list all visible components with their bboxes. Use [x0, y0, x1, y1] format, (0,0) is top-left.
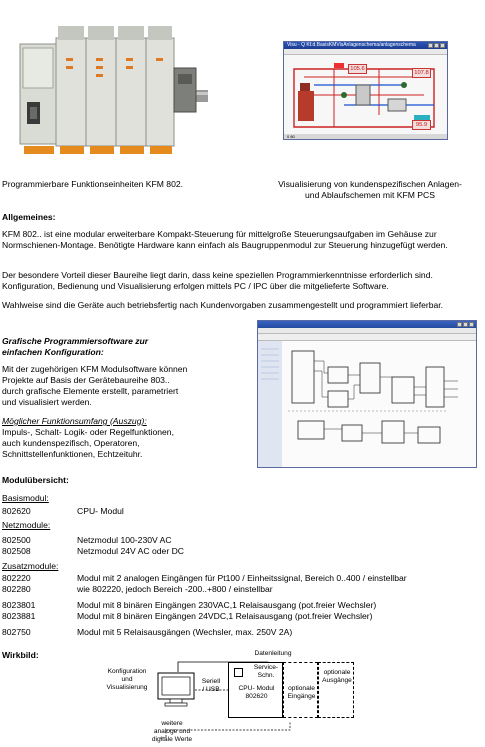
wirkbild-diagram [100, 650, 360, 747]
module-code: 802508 [2, 546, 31, 556]
logic-editor-canvas [258, 341, 476, 468]
module-description: CPU- Modul [77, 506, 124, 516]
scada-title: Visu - Q Kf.d.BasisKMVisAnlagenschema/anlagenschema [287, 42, 416, 48]
module-row [2, 573, 477, 584]
label-cpu-line: CPU- Modul [238, 685, 275, 692]
software-heading-line2: einfachen Konfiguration: [2, 347, 104, 357]
software-text-line: Mit der zugehörigen KFM Modulsoftware können [2, 364, 188, 374]
module-code: 802220 [2, 573, 31, 583]
software-text-line: Projekte auf Basis der Gerätebaureihe 803.. [2, 375, 170, 385]
paragraph-intro: KFM 802.. ist eine modular erweiterbare Kompakt-Steuerung für mittelgroße Steuerungsaufgaben im Gehäuse zur Normschienen-Montage. Benötigte Hardware kann einfach als Baugruppenmodul zur Steuerung hinzugefügt werden. [2, 229, 448, 250]
label-service-line: Service- [253, 664, 279, 671]
section-heading-module-overview: Modulübersicht: [2, 475, 69, 485]
module-row [2, 584, 477, 595]
label-inputs-line: Eingänge [287, 693, 316, 700]
maximize-icon [434, 43, 439, 48]
caption-visualization-line1: Visualisierung von kundenspezifischen Anlagen- [278, 179, 462, 189]
label-optional-inputs [284, 685, 319, 701]
label-service-line: Schn. [257, 672, 275, 679]
minimize-icon [428, 43, 433, 48]
function-scope-line: auch kundenspezifisch, Operatoren, [2, 438, 140, 448]
module-description: Modul mit 2 analogen Eingängen für Pt100 / Einheitssignal, Bereich 0..400 / einstellbar [77, 573, 407, 583]
scada-status-bar: 0 80 [284, 134, 448, 139]
pc-monitor-icon [157, 672, 195, 702]
cpu-module-box [228, 662, 283, 718]
kfm-802-module-illustration [10, 12, 210, 162]
label-optional-outputs [319, 669, 355, 685]
label-service-interface [249, 664, 283, 680]
caption-visualization [257, 179, 483, 201]
label-further-line: weitere [161, 720, 183, 727]
module-code: 802750 [2, 627, 31, 637]
label-serial-line: / USB [202, 686, 220, 693]
group-title-zusatz: Zusatzmodule: [2, 561, 59, 571]
label-serial-line: Seriell [201, 678, 221, 685]
product-photo [10, 12, 210, 162]
software-screenshot [257, 320, 477, 468]
module-row [2, 506, 477, 517]
scada-readout: 107.8 [412, 68, 431, 78]
module-description: Netzmodul 24V AC oder DC [77, 546, 184, 556]
maximize-icon [463, 322, 468, 327]
label-data-line: Datenleitung [254, 650, 292, 657]
caption-visualization-line2: und Ablaufschemen mit KFM PCS [305, 190, 435, 200]
section-heading-wirkbild: Wirkbild: [2, 650, 39, 660]
module-code: 8023881 [2, 611, 36, 621]
scada-screenshot [283, 41, 448, 140]
close-icon [469, 322, 474, 327]
label-configuration-line: Konfiguration [107, 668, 147, 675]
module-description: wie 802220, jedoch Bereich -200..+800 / einstellbar [77, 584, 273, 594]
software-text-line: durch grafische Elemente erstellt, parametriert [2, 386, 179, 396]
software-toolbar [258, 334, 476, 341]
software-heading-line1: Grafische Programmiersoftware zur [2, 336, 149, 346]
module-code: 802500 [2, 535, 31, 545]
minimize-icon [457, 322, 462, 327]
paragraph-advantage: Der besondere Vorteil dieser Baureihe liegt darin, dass keine speziellen Programmierkenntnisse erforderlich sind. Konfiguration, Bedienung und Visualisierung erfolgen mittels PC / IPC über die mitgelieferte Software. [2, 270, 433, 291]
software-heading [2, 336, 148, 358]
section-heading-allgemeines: Allgemeines: [2, 212, 56, 222]
label-configuration [96, 668, 158, 692]
label-configuration-line: Visualisierung [106, 684, 148, 691]
group-title-basis: Basismodul: [2, 493, 49, 503]
label-outputs-line: optionale [323, 669, 351, 676]
label-serial-usb [196, 678, 226, 694]
label-further-values [142, 720, 202, 744]
paragraph-delivery: Wahlweise sind die Geräte auch betriebsfertig nach Kundenvorgaben zusammengestellt und programmiert lieferbar. [2, 300, 444, 310]
label-inputs-line: optionale [288, 685, 315, 692]
software-text-line: und visualisiert werden. [2, 397, 92, 407]
label-cpu-module [229, 685, 284, 701]
optional-inputs-box [283, 662, 318, 718]
label-cpu-line: 802620 [245, 693, 268, 700]
module-row [2, 546, 477, 557]
function-scope-heading: Möglicher Funktionsumfang (Auszug): [2, 416, 147, 426]
label-outputs-line: Ausgänge [322, 677, 352, 684]
software-title-bar [258, 321, 476, 328]
scada-readout: 105.6 [348, 64, 367, 74]
service-port-icon [234, 668, 243, 677]
software-description [2, 364, 187, 408]
module-description: Modul mit 5 Relaisausgängen (Wechsler, max. 250V 2A) [77, 627, 293, 637]
module-row [2, 611, 477, 622]
module-row [2, 627, 477, 638]
caption-product: Programmierbare Funktionseinheiten KFM 802. [2, 179, 184, 189]
close-icon [440, 43, 445, 48]
function-scope-line: Impuls-, Schalt- Logik- oder Regelfunktionen, [2, 427, 174, 437]
function-scope [2, 416, 174, 460]
module-code: 8023801 [2, 600, 36, 610]
module-description: Modul mit 8 binären Eingängen 230VAC,1 Relaisausgang (pot.freier Wechsler) [77, 600, 377, 610]
module-description: Netzmodul 100-230V AC [77, 535, 172, 545]
module-code: 802620 [2, 506, 31, 516]
label-further-line: digitale Werte [151, 736, 193, 743]
label-configuration-line: und [121, 676, 133, 683]
group-title-netz: Netzmodule: [2, 520, 51, 530]
module-description: Modul mit 8 binären Eingängen 24VDC,1 Relaisausgang (pot.freier Wechsler) [77, 611, 373, 621]
module-row [2, 600, 477, 611]
scada-readout: 95.9 [412, 120, 431, 130]
optional-outputs-box [318, 662, 354, 718]
module-code: 802280 [2, 584, 31, 594]
scada-title-bar [284, 42, 447, 49]
module-row [2, 535, 477, 546]
label-further-line: analoge und [153, 728, 191, 735]
function-scope-line: Schnittstellenfunktionen, Echtzeituhr. [2, 449, 143, 459]
